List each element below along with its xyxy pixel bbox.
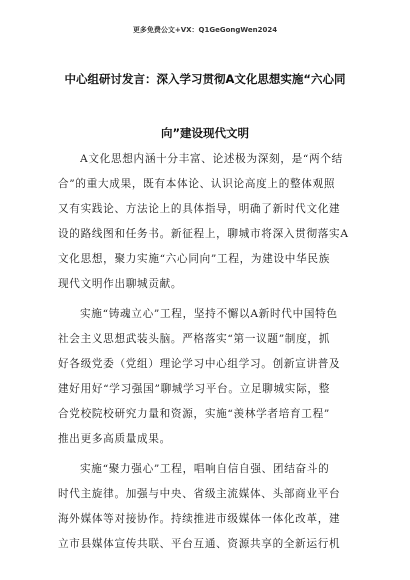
- paragraph-1-line: 又有实践论、方法论上的具体指导，明确了新时代文化建: [58, 203, 341, 215]
- paragraph-3-line: 立市县媒体宣传共联、平台互通、资源共享的全新运行机: [58, 538, 341, 550]
- paragraph-2-line: 社会主义思想武装头脑。严格落实“第一议题”制度，抓: [58, 333, 330, 345]
- document-title-line-1: 中心组研讨发言：深入学习贯彻A文化思想实施“六心同: [64, 72, 346, 86]
- header-note: 更多免费公文+VX：Q1GeGongWen2024: [132, 26, 278, 34]
- paragraph-1-line: 设的路线图和任务书。新征程上，聊城市将深入贯彻落实A: [58, 228, 349, 240]
- paragraph-1-line: A文化思想内涵十分丰富、论述极为深刻，是“两个结: [80, 153, 343, 165]
- paragraph-2-line: 好各级党委（党组）理论学习中心组学习。创新宣讲普及: [58, 358, 341, 370]
- document-title-line-2: 向”建设现代文明: [160, 126, 250, 140]
- paragraph-2-line: 推出更多高质量成果。: [58, 433, 171, 445]
- paragraph-1-line: 现代文明作出聊城贡献。: [58, 278, 183, 290]
- paragraph-3-line: 实施“聚力强心”工程，唱响自信自强、团结奋斗的: [80, 463, 330, 475]
- paragraph-3-line: 时代主旋律。加强与中央、省级主流媒体、头部商业平台: [58, 488, 341, 500]
- paragraph-1-line: 文化思想，聚力实施“六心同向”工程，为建设中华民族: [58, 253, 330, 265]
- paragraph-2-line: 合党校院校研究力量和资源，实施“羡林学者培育工程”: [58, 408, 330, 420]
- paragraph-2-line: 实施“铸魂立心”工程，坚持不懈以A新时代中国特色: [80, 308, 338, 320]
- paragraph-2-line: 建好用好“学习强国”聊城学习平台。立足聊城实际，整: [58, 383, 330, 395]
- paragraph-3-line: 海外媒体等对接协作。持续推进市级媒体一体化改革，建: [58, 513, 341, 525]
- paragraph-1-line: 合”的重大成果，既有本体论、认识论高度上的整体观照: [58, 178, 336, 190]
